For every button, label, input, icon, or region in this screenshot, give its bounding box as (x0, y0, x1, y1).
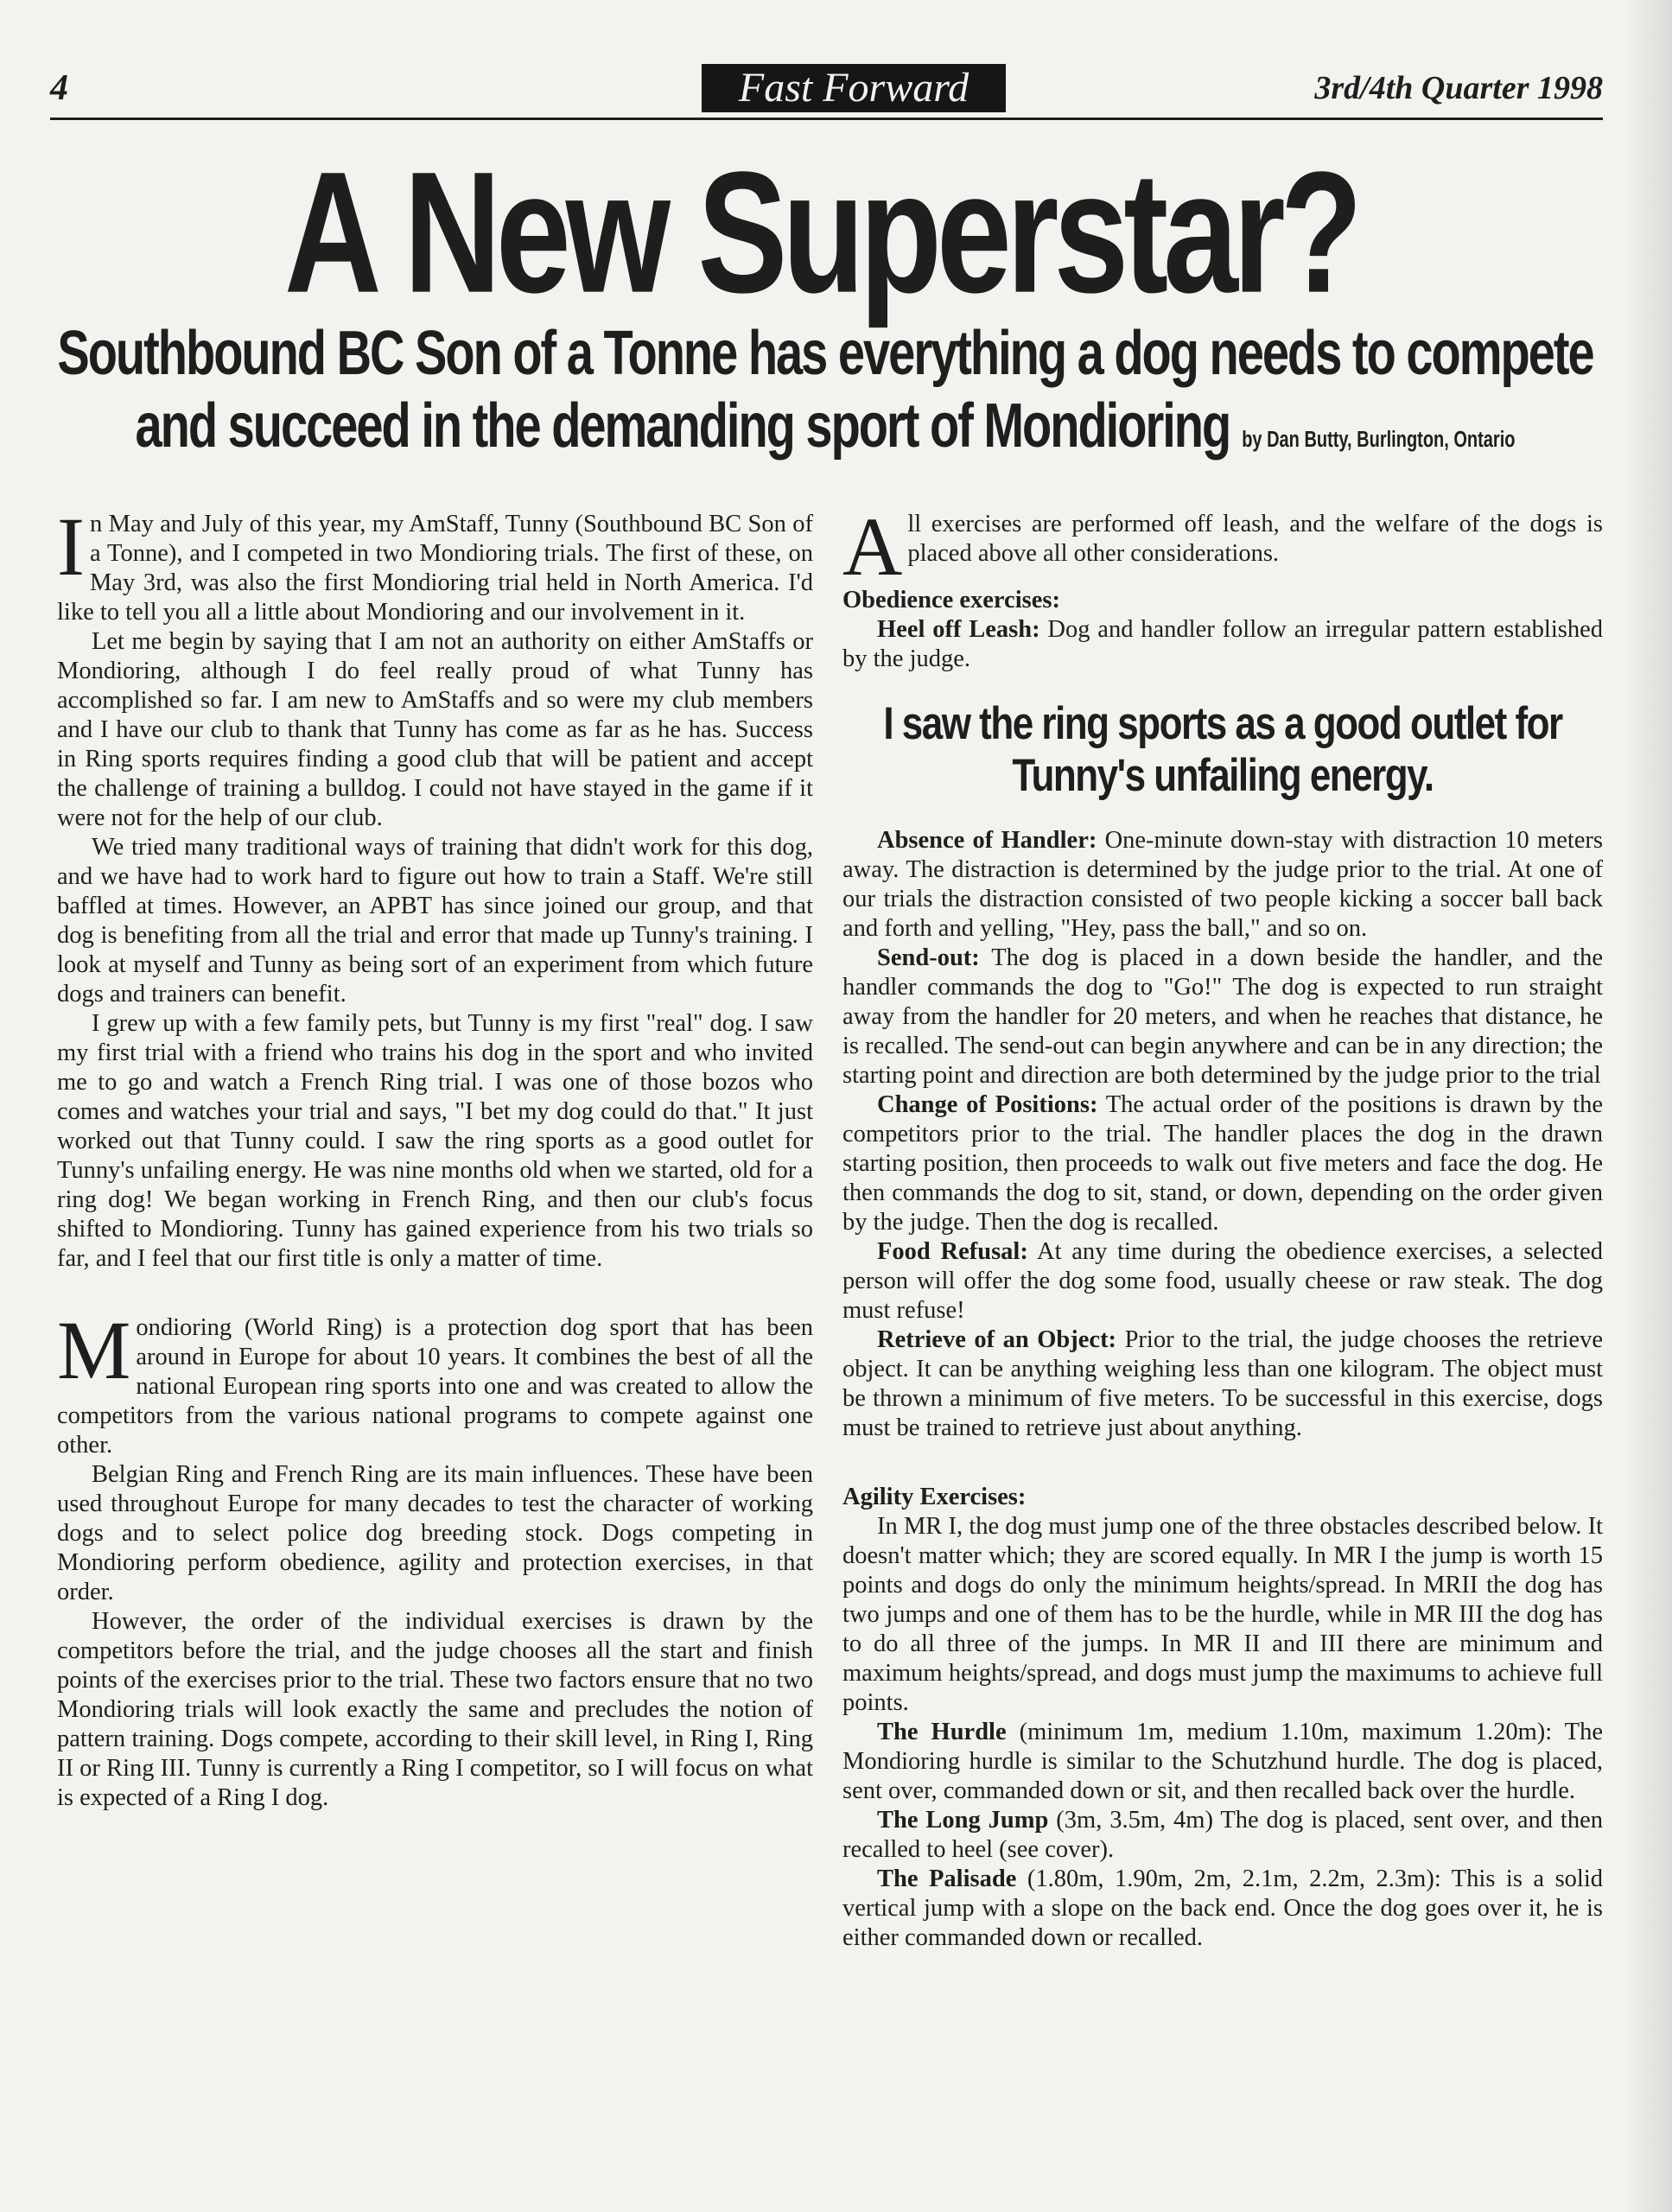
byline: by Dan Butty, Burlington, Ontario (1242, 428, 1516, 453)
left-column (57, 500, 813, 1813)
intro-paragraph-3: We tried many traditional ways of training that didn't work for this dog, and we have had to work hard to figure out how to train a Staff. We're still baffled at times. However, an APBT has since joined our group, and that dog is benefiting from all the trial and error that made up Tunny's training. I look at myself and Tunny as being sort of an experiment from which future dogs and trainers can benefit. (57, 834, 813, 1007)
article-subhead-line2 (52, 389, 1599, 461)
retrieve-text: Prior to the trial, the judge chooses the retrieve object. It can be anything weighing less than one kilogram. The object must be thrown a minimum of five meters. To be successful in this exercise, dogs must be trained to retrieve just about anything. (842, 1326, 1603, 1441)
heel-term: Heel off Leash: (877, 616, 1040, 643)
mondio-p1-text: ondioring (World Ring) is a protection dog sport that has been around in Europe for about 10 years. It combines the best of all the national European ring sports into one and was created to allow the competitors from the various national programs to compete against one other. (57, 1314, 813, 1459)
pull-quote: I saw the ring sports as a good outlet for Tunny's unfailing energy. (883, 698, 1562, 801)
palisade-term: The Palisade (877, 1866, 1017, 1892)
change-text: The actual order of the positions is drawn by the competitors prior to the trial. The handler places the dog in the drawn starting position, then proceeds to walk out five meters and face the dog. He then commands the dog to sit, stand, or down, depending on the order given by the judge. Then the dog is recalled. (842, 1091, 1603, 1236)
food-paragraph (842, 1237, 1603, 1325)
absence-paragraph (842, 826, 1603, 944)
right-column (842, 500, 1603, 1953)
longjump-text: (3m, 3.5m, 4m) The dog is placed, sent over, and then recalled to heel (see cover). (842, 1807, 1603, 1863)
absence-term: Absence of Handler: (877, 827, 1097, 854)
longjump-paragraph (842, 1806, 1603, 1865)
issue-date: 3rd/4th Quarter 1998 (1314, 70, 1603, 106)
article-subhead-line1: Southbound BC Son of a Tonne has everything a dog needs to compete (57, 316, 1593, 388)
article-headline: A New Superstar? (284, 137, 1357, 330)
food-term: Food Refusal: (877, 1238, 1028, 1265)
agility-title: Agility Exercises: (842, 1484, 1027, 1510)
food-text: At any time during the obedience exercises, a selected person will offer the dog some food, usually cheese or raw steak. The dog must refuse! (842, 1238, 1603, 1324)
intro-paragraph-1 (57, 500, 813, 627)
mondio-paragraph-1 (57, 1304, 813, 1460)
header-rule (50, 118, 1603, 120)
retrieve-paragraph (842, 1325, 1603, 1443)
section-gap (842, 1443, 1603, 1483)
absence-text: One-minute down-stay with distraction 10 meters away. The distraction is determined by the judge prior to the trial. At one of our trials the distraction consisted of two people kicking a soccer ball back and forth and yelling, "Hey, pass the ball," and so on. (842, 827, 1603, 942)
hurdle-term: The Hurdle (877, 1719, 1007, 1745)
palisade-paragraph (842, 1865, 1603, 1953)
change-term: Change of Positions: (877, 1091, 1098, 1118)
palisade-text: (1.80m, 1.90m, 2m, 2.1m, 2.2m, 2.3m): This is a solid vertical jump with a slope on the back end. Once the dog goes over it, he is either commanded down or recalled. (842, 1866, 1603, 1951)
section-gap (842, 569, 1603, 586)
subhead-line2-text: and succeed in the demanding sport of Mondioring (135, 389, 1230, 461)
change-paragraph (842, 1090, 1603, 1237)
longjump-term: The Long Jump (877, 1807, 1049, 1834)
intro-p1-text: n May and July of this year, my AmStaff, Tunny (Southbound BC Son of a Tonne), and I competed in two Mondioring trials. The first of these, on May 3rd, was also the first Mondioring trial held in North America. I'd like to tell you all a little about Mondioring and our involvement in it. (57, 511, 813, 626)
exercises-intro (842, 500, 1603, 593)
drop-cap-m: M (57, 1304, 131, 1396)
heel-text: Dog and handler follow an irregular pattern established by the judge. (842, 616, 1603, 672)
hurdle-paragraph (842, 1718, 1603, 1806)
mondio-paragraph-3: However, the order of the individual exercises is drawn by the competitors before the trial, and the judge chooses all the start and finish points of the exercises prior to the trial. These two factors ensure that no two Mondioring trials will look exactly the same and precludes the notion of pattern training. Dogs compete, according to their skill level, in Ring I, Ring II or Ring III. Tunny is currently a Ring I competitor, so I will focus on what is expected of a Ring I dog. (57, 1608, 813, 1811)
sendout-text: The dog is placed in a down beside the handler, and the handler commands the dog to "Go!" The dog is expected to run straight away from the handler for 20 meters, and when he reaches that distance, he is recalled. The send-out can begin anywhere and can be in any direction; the starting point and direction are both determined by the judge prior to the trial (842, 944, 1603, 1089)
page-number: 4 (50, 68, 68, 108)
drop-cap-i: I (57, 500, 85, 593)
exercises-intro-text: ll exercises are performed off leash, and the welfare of the dogs is placed above all other considerations. (907, 511, 1603, 567)
sendout-term: Send-out: (877, 944, 980, 971)
agility-paragraph: In MR I, the dog must jump one of the three obstacles described below. It doesn't matter which; they are scored equally. In MR I the jump is worth 15 points and dogs do only the minimum heights/spread. In MRII the dog has two jumps and one of them has to be the hurdle, while in MR III the dog has to do all three of the jumps. In MR II and III there are minimum and maximum heights/spread, and dogs must jump the maximums to achieve full points. (842, 1513, 1603, 1716)
heel-paragraph (842, 615, 1603, 674)
intro-paragraph-4: I grew up with a few family pets, but Tunny is my first "real" dog. I saw my first trial with a friend who trains his dog in the sport and who invited me to go and watch a French Ring trial. I was one of those bozos who comes and watches your trial and says, "I bet my dog could do that." It just worked out that Tunny could. I saw the ring sports as a good outlet for Tunny's unfailing energy. He was nine months old when we started, old for a ring dog! We began working in French Ring, and then our club's focus shifted to Mondioring. Tunny has gained experience from his two trials so far, and I feel that our first title is only a matter of time. (57, 1010, 813, 1272)
publication-masthead: Fast Forward (702, 64, 1006, 112)
intro-paragraph-2: Let me begin by saying that I am not an authority on either AmStaffs or Mondioring, although I do feel really proud of what Tunny has accomplished so far. I am new to AmStaffs and so were my club members and I have our club to thank that Tunny has come as far as he has. Success in Ring sports requires finding a good club that will be patient and accept the challenge of training a bulldog. I could not have stayed in the game if it were not for the help of our club. (57, 628, 813, 831)
section-gap (57, 1274, 813, 1313)
retrieve-term: Retrieve of an Object: (877, 1326, 1117, 1353)
drop-cap-a: A (842, 500, 903, 593)
page-edge-shadow (1624, 0, 1672, 2212)
hurdle-text: (minimum 1m, medium 1.10m, maximum 1.20m): The Mondioring hurdle is similar to the Schutzhund hurdle. The dog is placed, sent over, commanded down or sit, and then recalled back over the hurdle. (842, 1719, 1603, 1804)
obedience-title: Obedience exercises: (842, 587, 1060, 613)
sendout-paragraph (842, 944, 1603, 1090)
mondio-paragraph-2: Belgian Ring and French Ring are its main influences. These have been used throughout Europe for many decades to test the character of working dogs and to select police dog breeding stock. Dogs competing in Mondioring perform obedience, agility and protection exercises, in that order. (57, 1461, 813, 1605)
